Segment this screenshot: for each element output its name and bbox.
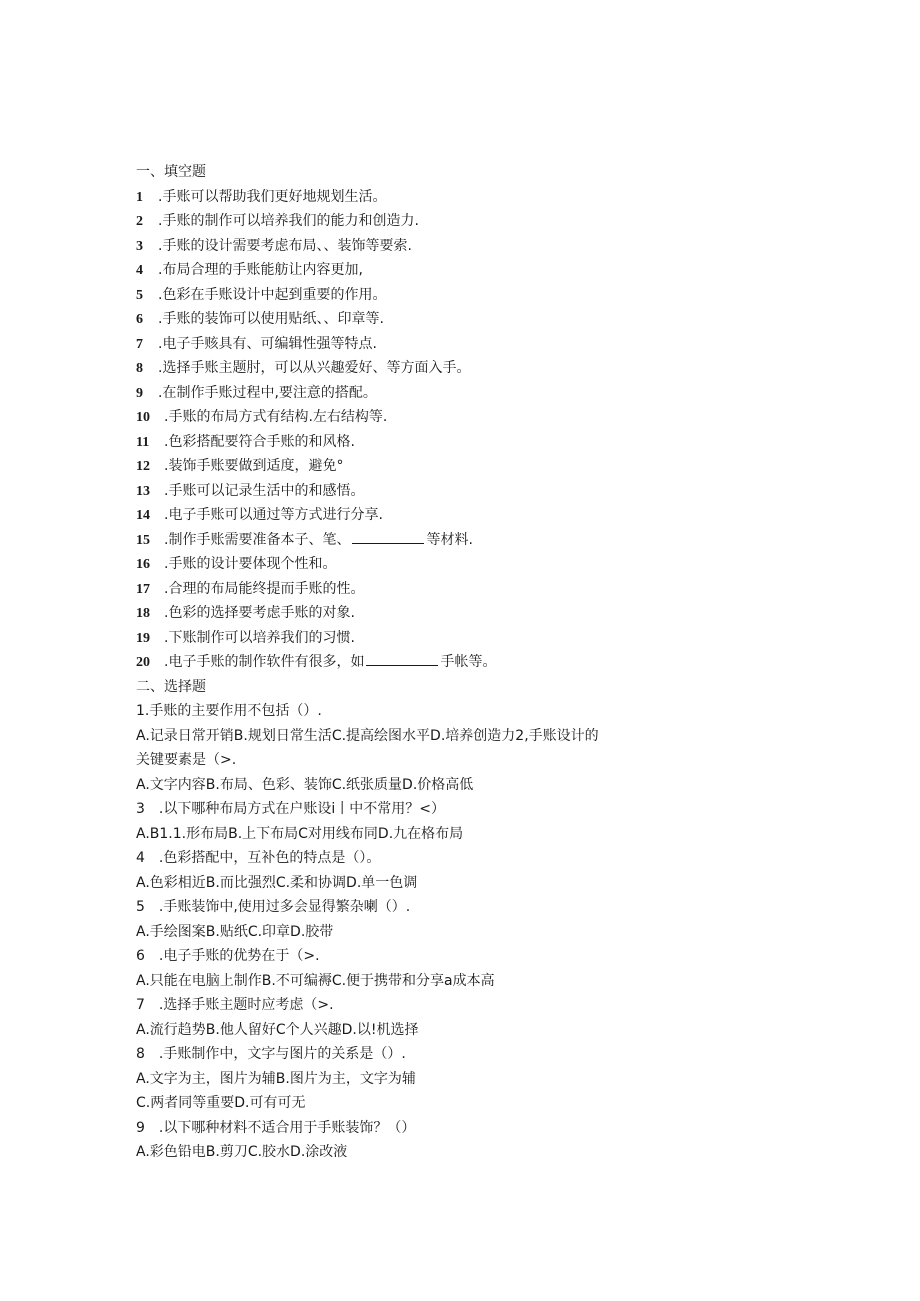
question-number: 12 (136, 459, 150, 474)
fill-in-question (136, 405, 676, 430)
question-number: 20 (136, 655, 150, 670)
question-number: 7 (136, 336, 143, 352)
question-number: 11 (136, 434, 150, 450)
question-text: .色彩搭配要符合手账的和风格. (164, 433, 355, 450)
fill-in-question (136, 258, 676, 283)
question-text: .在制作手账过程中,要注意的搭配。 (158, 384, 377, 401)
question-number: 19 (136, 630, 150, 646)
question-text: .色彩的选择要考虑手账的对象. (164, 605, 355, 621)
question-number: 3 (136, 238, 143, 254)
fill-in-question (136, 626, 676, 651)
answer-blank (352, 529, 424, 544)
fill-in-question (136, 356, 676, 381)
fill-in-question (136, 430, 676, 455)
choice-question-line: A.手绘图案B.贴纸C.印章D.胶带 (136, 923, 334, 940)
choice-question-line: 1.手账的主要作用不包括（）. (136, 703, 322, 719)
question-text: .电子手账可以通过等方式进行分享. (164, 507, 383, 523)
choice-question-line: A.彩色铅电B.剪刀C.胶水D.涂改液 (136, 1144, 348, 1160)
choice-question-line: 8 .手账制作中，文字与图片的关系是（）. (136, 1046, 406, 1062)
question-text: .手账可以记录生活中的和感悟。 (164, 482, 365, 499)
choice-question-line: A.文字内容B.布局、色彩、装饰C.纸张质量D.价格高低 (136, 776, 474, 793)
question-text: .装饰手账要做到适度，避免° (164, 458, 344, 474)
question-number: 8 (136, 361, 143, 376)
question-text: .手账的布局方式有结构.左右结构等. (164, 409, 388, 425)
section-heading-fill-in: 一、填空题 (136, 164, 206, 180)
question-text: .手账的装饰可以使用贴纸、、印章等. (158, 311, 384, 327)
question-number: 1 (136, 189, 143, 205)
fill-in-question (136, 454, 676, 479)
question-text-after-blank: 等材料. (426, 531, 473, 548)
fill-in-question (136, 307, 676, 332)
question-number: 4 (136, 263, 143, 278)
choice-question-line: 5 .手账装饰中,使用过多会显得繁杂喇（）. (136, 899, 411, 915)
question-number: 10 (136, 410, 150, 425)
answer-blank (366, 651, 438, 666)
fill-in-question (136, 552, 676, 577)
fill-in-question (136, 283, 676, 308)
choice-question-line: 6 .电子手账的优势在于（>. (136, 948, 320, 964)
section-heading-choice: 二、选择题 (136, 678, 206, 695)
choice-question-line: 4 .色彩搭配中，互补色的特点是（）。 (136, 850, 381, 866)
question-text-after-blank: 手帐等。 (440, 654, 497, 670)
question-text: .合理的布局能终提而手账的性。 (164, 580, 365, 597)
choice-question-line: A.文字为主，图片为辅B.图片为主，文字为辅 (136, 1070, 416, 1087)
question-number: 9 (136, 385, 143, 401)
fill-in-question (136, 479, 676, 504)
choice-question-line: 关键要素是（>. (136, 752, 237, 768)
question-number: 6 (136, 312, 143, 327)
question-text: .电子手赅具有、可编辑性强等特点. (158, 335, 377, 352)
choice-question-line: C.两者同等重要D.可有可无 (136, 1095, 306, 1111)
question-text: .手账可以帮助我们更好地规划生活。 (158, 188, 387, 205)
question-number: 2 (136, 214, 143, 229)
question-text: .手账的制作可以培养我们的能力和创造力. (158, 213, 419, 229)
fill-in-question (136, 332, 676, 357)
choice-question-line: 9 .以下哪种材料不适合用于手账装饰？（） (136, 1119, 416, 1136)
question-number: 5 (136, 287, 143, 303)
fill-in-question (136, 381, 676, 406)
question-text-before-blank: .制作手账需要准备本子、笔、 (164, 531, 351, 548)
question-number: 14 (136, 508, 150, 523)
question-text-before-blank: .电子手账的制作软件有很多，如 (164, 654, 365, 670)
fill-in-question (136, 234, 676, 259)
question-number: 17 (136, 581, 150, 597)
question-text: .布局合理的手账能舫让内容更加, (158, 262, 363, 278)
fill-in-question (136, 577, 676, 602)
question-text: .手账的设计要体现个性和。 (164, 556, 337, 572)
choice-question-line: A.色彩相近B.而比强烈C.柔和协调D.单一色调 (136, 874, 418, 891)
fill-in-question (136, 601, 676, 626)
fill-in-question (136, 209, 676, 234)
choice-question-line: 3 .以下哪种布局方式在户账设i丨中不常用？<） (136, 801, 445, 817)
question-number: 13 (136, 483, 150, 499)
question-number: 18 (136, 606, 150, 621)
choice-question-line: A.B1.1.形布局B.上下布局C对用线布同D.九在格布局 (136, 825, 464, 842)
question-text: .选择手账主题肘，可以从兴趣爱好、等方面入手。 (158, 360, 471, 376)
fill-in-question (136, 185, 676, 210)
fill-in-question (136, 503, 676, 528)
fill-in-question (136, 650, 676, 675)
fill-in-question-list (136, 185, 676, 675)
question-number: 15 (136, 532, 150, 548)
question-text: .色彩在手账设计中起到重要的作用。 (158, 286, 387, 303)
question-text: .下账制作可以培养我们的习惯. (164, 629, 355, 646)
question-text: .手账的设计需要考虑布局、、装饰等要索. (158, 237, 412, 254)
choice-question-line: A.只能在电脑上制作B.不可编褥C.便于携带和分享a成本高 (136, 972, 495, 989)
choice-question-list (136, 699, 676, 1165)
fill-in-question (136, 528, 676, 553)
choice-question-line: A.记录日常开销B.规划日常生活C.提高绘图水平D.培养创造力2,手账设计的 (136, 727, 599, 744)
choice-question-line: 7 .选择手账主题时应考虑（>. (136, 997, 334, 1013)
document-page (136, 160, 676, 1165)
question-number: 16 (136, 557, 150, 572)
choice-question-line: A.流行趋势B.他人留好C个人兴趣D.以!机选择 (136, 1021, 419, 1038)
